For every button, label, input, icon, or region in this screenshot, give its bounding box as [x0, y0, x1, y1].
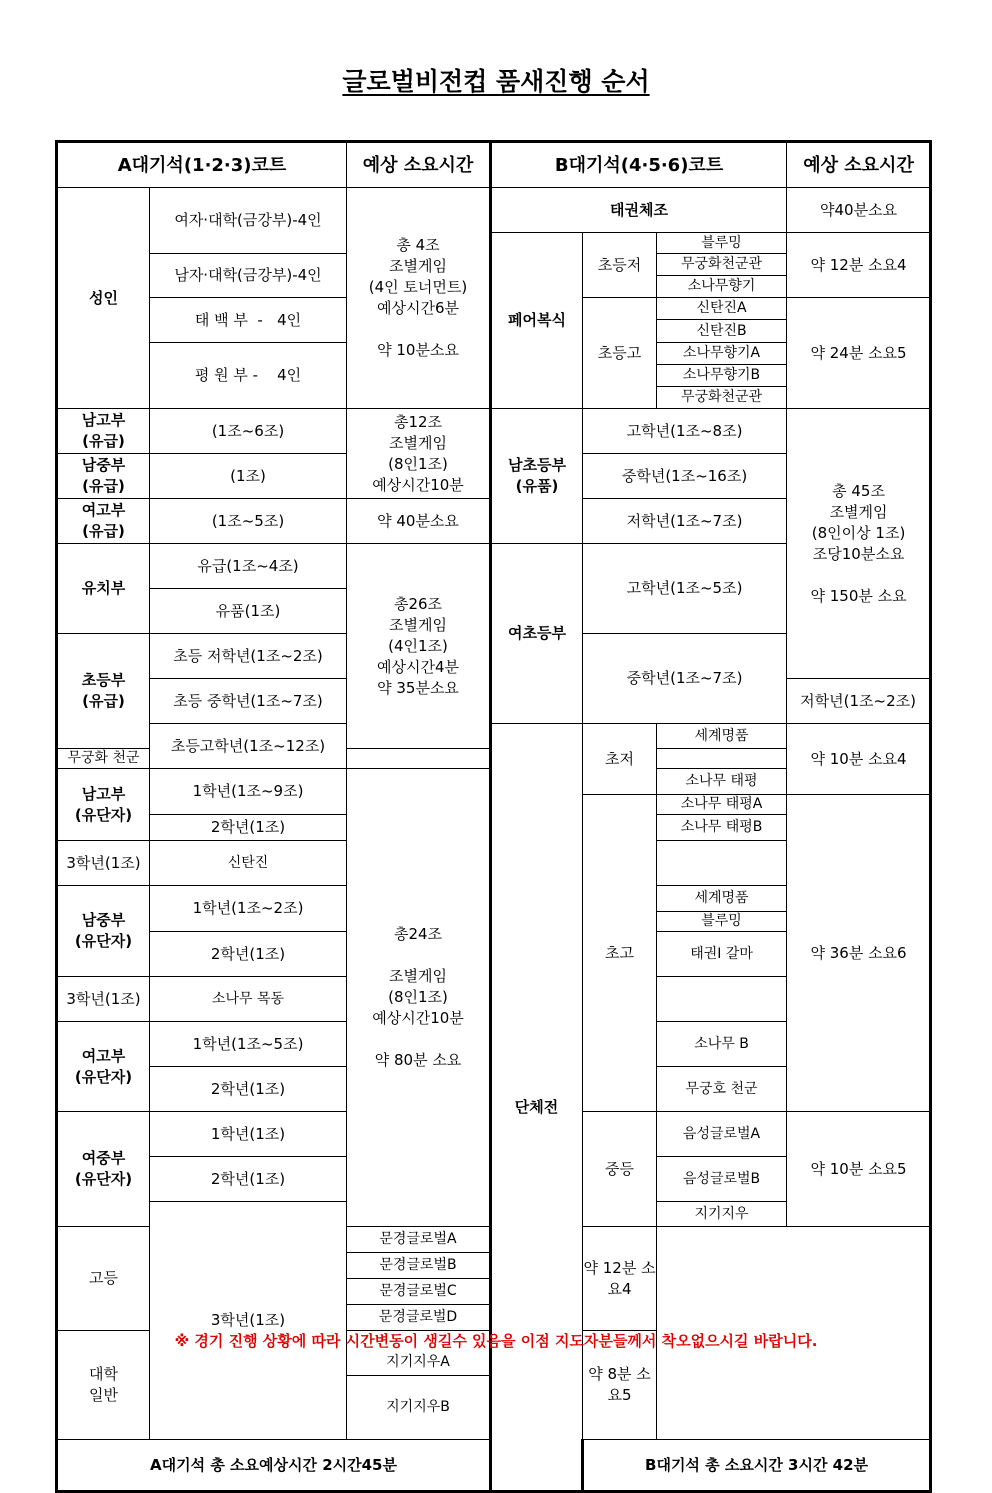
elem-boys-row: 고학년(1조~8조)	[583, 409, 787, 454]
team-item: 블루밍	[657, 233, 787, 254]
team-item: 무궁호 천군	[657, 1067, 787, 1112]
team-item: 무궁화천군관	[657, 254, 787, 276]
hs-boys-dan-row: 2학년(1조)	[150, 815, 347, 841]
team-item: 소나무향기	[657, 276, 787, 298]
header-b-time: 예상 소요시간	[787, 142, 931, 188]
schedule-table	[55, 140, 932, 1493]
kinder-elem-time: 총26조 조별게임 (4인1조) 예상시간4분 약 35분소요	[347, 544, 491, 749]
group-hs-boys: 남고부 (유급)	[57, 409, 150, 454]
group-ms-girls-dan: 여중부 (유단자)	[57, 1112, 150, 1227]
team-item: 소나무향기A	[657, 343, 787, 365]
ms-boys-dan-row: 3학년(1조)	[57, 977, 150, 1022]
group-pair: 페어복식	[491, 233, 583, 409]
notice-text: ※ 경기 진행 상황에 따라 시간변동이 생길수 있음을 이점 지도자분들께서 착오없으시길 바랍니다.	[174, 1332, 818, 1350]
group-elem-boys: 남초등부 (유품)	[491, 409, 583, 544]
team-item: 신탄진	[150, 841, 347, 886]
elem-boys-row: 저학년(1조~7조)	[583, 499, 787, 544]
taekwon-time: 약40분소요	[787, 188, 931, 233]
hs-girls-dan-row: 2학년(1조)	[150, 1067, 347, 1112]
group-ms-boys-dan: 남중부 (유단자)	[57, 886, 150, 977]
header-a-time: 예상 소요시간	[347, 142, 491, 188]
group-ms-boys: 남중부 (유급)	[57, 454, 150, 499]
team-elem-low-label: 초저	[583, 724, 657, 795]
team-elem-high-time: 약 36분 소요6	[787, 795, 931, 1112]
team-high-time: 약 12분 소요4	[583, 1227, 657, 1331]
header-a-court: A대기석(1·2·3)코트	[57, 142, 347, 188]
taekwon-label: 태권체조	[491, 188, 787, 233]
team-item: 세계명품	[657, 724, 787, 749]
team-item: 음성글로벌B	[657, 1157, 787, 1202]
group-hs-boys-dan: 남고부 (유단자)	[57, 769, 150, 841]
adult-row: 평 원 부 - 4인	[150, 343, 347, 409]
team-item: 소나무향기B	[657, 365, 787, 387]
ms-girls-dan-row: 3학년(1조)	[150, 1202, 347, 1440]
ms-boys-dan-row: 2학년(1조)	[150, 932, 347, 977]
kinder-row: 유품(1조)	[150, 589, 347, 634]
team-item: 무궁화천군관	[657, 387, 787, 409]
group-hs-girls: 여고부 (유급)	[57, 499, 150, 544]
team-item: 신탄진A	[657, 298, 787, 320]
hs-girls-detail: (1조~5조)	[150, 499, 347, 544]
team-item: 문경글로벌D	[347, 1305, 491, 1331]
team-item: 문경글로벌C	[347, 1279, 491, 1305]
footer-b: B대기석 총 소요시간 3시간 42분	[583, 1440, 931, 1492]
ms-girls-dan-row: 1학년(1조)	[150, 1112, 347, 1157]
hs-boys-dan-row: 1학년(1조~9조)	[150, 769, 347, 815]
team-item: 소나무 B	[657, 1022, 787, 1067]
elem-girls-row: 고학년(1조~5조)	[583, 544, 787, 634]
team-college-label: 대학 일반	[57, 1331, 150, 1440]
team-college-time: 약 8분 소요5	[583, 1331, 657, 1440]
team-elem-high-label: 초고	[583, 795, 657, 1112]
team-item: 무궁화 천군	[57, 749, 150, 769]
elem-row: 초등 저학년(1조~2조)	[150, 634, 347, 679]
team-item: 소나무 태평B	[657, 815, 787, 841]
adult-row: 태 백 부 - 4인	[150, 298, 347, 343]
boys-time: 총12조 조별게임 (8인1조) 예상시간10분	[347, 409, 491, 499]
hs-boys-dan-row: 3학년(1조)	[57, 841, 150, 886]
adult-row: 남자·대학(금강부)-4인	[150, 254, 347, 298]
pair-elem-low-label: 초등저	[583, 233, 657, 298]
team-high-label: 고등	[57, 1227, 150, 1331]
team-item: 태권I 갈마	[657, 932, 787, 977]
team-item: 블루밍	[657, 912, 787, 932]
ms-boys-dan-row: 1학년(1조~2조)	[150, 886, 347, 932]
team-item: 지기지우	[657, 1202, 787, 1227]
adult-time: 총 4조 조별게임 (4인 토너먼트) 예상시간6분 약 10분소요	[347, 188, 491, 409]
pair-elem-high-time: 약 24분 소요5	[787, 298, 931, 409]
title-text: 글로벌비전컵 품새진행 순서	[342, 67, 650, 96]
pair-elem-low-time: 약 12분 소요4	[787, 233, 931, 298]
elem-row: 초등고학년(1조~12조)	[150, 724, 347, 769]
group-elem-girls: 여초등부	[491, 544, 583, 724]
group-adult: 성인	[57, 188, 150, 409]
hs-girls-dan-row: 1학년(1조~5조)	[150, 1022, 347, 1067]
kinder-row: 유급(1조~4조)	[150, 544, 347, 589]
elem-boys-row: 중학년(1조~16조)	[583, 454, 787, 499]
footer-a: A대기석 총 소요예상시간 2시간45분	[57, 1440, 491, 1492]
document-title	[0, 62, 992, 98]
hs-boys-detail: (1조~6조)	[150, 409, 347, 454]
elem-row: 초등 중학년(1조~7조)	[150, 679, 347, 724]
group-kinder: 유치부	[57, 544, 150, 634]
ms-girls-dan-row: 2학년(1조)	[150, 1157, 347, 1202]
team-item: 지기지우A	[347, 1350, 489, 1376]
team-elem-low-time: 약 10분 소요4	[787, 724, 931, 795]
elem-girls-row: 저학년(1조~2조)	[787, 679, 931, 724]
ms-boys-detail: (1조)	[150, 454, 347, 499]
dan-time: 총24조 조별게임 (8인1조) 예상시간10분 약 80분 소요	[347, 769, 491, 1227]
team-middle-time: 약 10분 소요5	[787, 1112, 931, 1227]
pair-elem-high-label: 초등고	[583, 298, 657, 409]
team-item: 소나무 태평A	[657, 795, 787, 815]
header-b-court: B대기석(4·5·6)코트	[491, 142, 787, 188]
adult-row: 여자·대학(금강부)-4인	[150, 188, 347, 254]
team-item: 신탄진B	[657, 320, 787, 343]
team-item: 소나무 목동	[150, 977, 347, 1022]
group-team: 단체전	[491, 724, 583, 1492]
team-item: 문경글로벌B	[347, 1253, 491, 1279]
team-item: 음성글로벌A	[657, 1112, 787, 1157]
team-item: 소나무 태평	[657, 769, 787, 795]
team-item: 세계명품	[657, 886, 787, 912]
team-middle-label: 중등	[583, 1112, 657, 1227]
group-elem: 초등부 (유급)	[57, 634, 150, 749]
elem-girls-row: 중학년(1조~7조)	[583, 634, 787, 724]
hs-girls-time: 약 40분소요	[347, 499, 491, 544]
team-item: 문경글로벌A	[347, 1227, 491, 1253]
elem-time: 총 45조 조별게임 (8인이상 1조) 조당10분소요 약 150분 소요	[787, 409, 931, 679]
team-item: 지기지우B	[386, 1399, 450, 1415]
group-hs-girls-dan: 여고부 (유단자)	[57, 1022, 150, 1112]
